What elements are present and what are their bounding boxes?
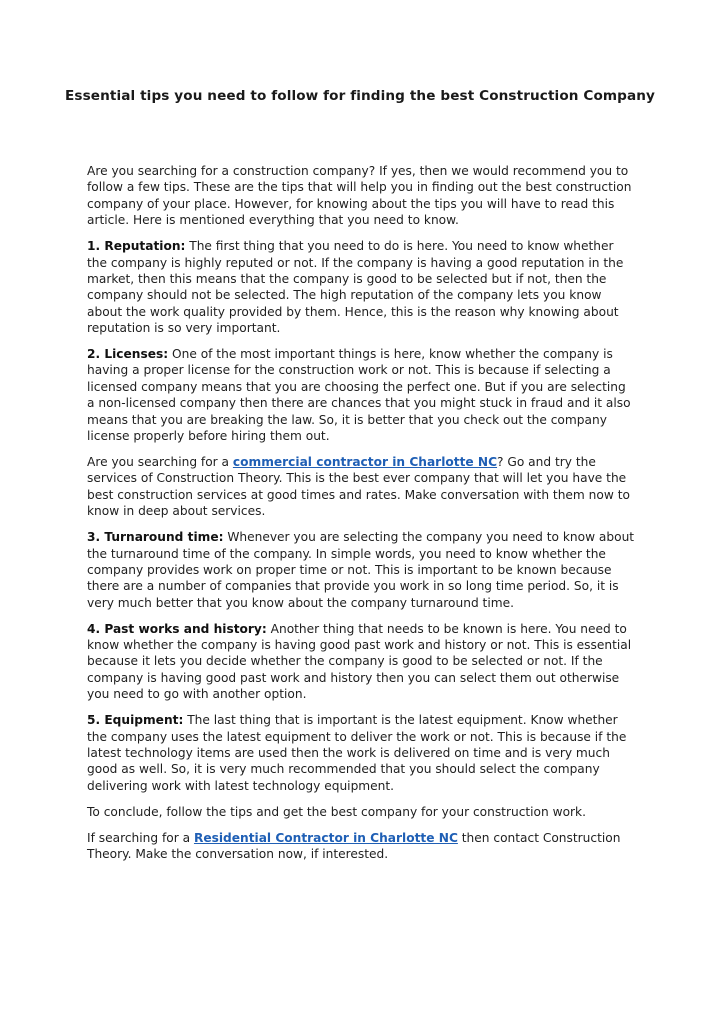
tip-licenses-paragraph: [87, 346, 635, 444]
document-title: Essential tips you need to follow for finding the best Construction Company: [65, 88, 655, 104]
tip-turnaround-text: Whenever you are selecting the company you need to know about the turnaround time of the company. In simple words, you need to know whether the company provides work on proper time or not. This is important to be known because there are a number of companies that provide you work in so long time period. So, it is very much better that you know about the company turnaround time.: [87, 530, 635, 610]
tip-reputation-paragraph: [87, 238, 635, 336]
tip-turnaround-label: 3. Turnaround time:: [87, 530, 224, 545]
promo-commercial-before: Are you searching for a: [87, 455, 233, 469]
promo-residential-after: then contact Construction Theory. Make the conversation now, if interested.: [87, 830, 621, 862]
tip-equipment-paragraph: [87, 712, 635, 794]
tip-past-works-paragraph: [87, 621, 635, 703]
tip-equipment-label: 5. Equipment:: [87, 713, 184, 728]
document-body: [87, 163, 635, 872]
promo-residential-paragraph: [87, 830, 635, 863]
tip-equipment-text: The last thing that is important is the latest equipment. Know whether the company uses the latest equipment to deliver the work or not. This is because if the latest technology items are used then the work is delivered on time and is very much good as well. So, it is very much recommended that you should select the company delivering work with latest technology equipment.: [87, 713, 627, 793]
residential-contractor-link[interactable]: Residential Contractor in Charlotte NC: [193, 830, 458, 845]
commercial-contractor-link[interactable]: commercial contractor in Charlotte NC: [232, 455, 498, 469]
conclusion-paragraph: To conclude, follow the tips and get the best company for your construction work.: [87, 804, 586, 819]
tip-past-works-label: 4. Past works and history:: [87, 621, 267, 636]
tip-reputation-label: 1. Reputation:: [87, 239, 186, 254]
intro-paragraph: Are you searching for a construction company? If yes, then we would recommend you to follow a few tips. These are the tips that will help you in finding out the best construction company of your place. However, for knowing about the tips you will have to read this article. Here is mentioned everything that you need to know.: [87, 164, 632, 228]
promo-commercial-paragraph: [87, 454, 635, 520]
tip-reputation-text: The first thing that you need to do is here. You need to know whether the company is highly reputed or not. If the company is having a good reputation in the market, then this means that the company is good to be selected but if not, then the company should not be selected. The high reputation of the company lets you know about the work quality provided by them. Hence, this is the reason why knowing about reputation is so very important.: [87, 239, 624, 336]
tip-licenses-label: 2. Licenses:: [87, 347, 169, 362]
tip-turnaround-paragraph: [87, 529, 635, 611]
tip-licenses-text: One of the most important things is here, know whether the company is having a proper license for the construction work or not. This is because if selecting a licensed company means that you are choosing the perfect one. But if you are selecting a non-licensed company then there are chances that you might stuck in fraud and it also means that you are breaking the law. So, it is better that you check out the company license properly before hiring them out.: [87, 347, 631, 444]
tip-past-works-text: Another thing that needs to be known is here. You need to know whether the company is having good past work and history or not. This is essential because it lets you decide whether the company is good to be selected or not. If the company is having good past work and history then you can select them out otherwise you need to go with another option.: [87, 621, 632, 702]
promo-residential-before: If searching for a: [87, 830, 194, 845]
promo-commercial-after: ? Go and try the services of Construction Theory. This is the best ever company that will let you have the best construction services at good times and rates. Make conversation with them now to know in deep about services.: [87, 455, 630, 519]
